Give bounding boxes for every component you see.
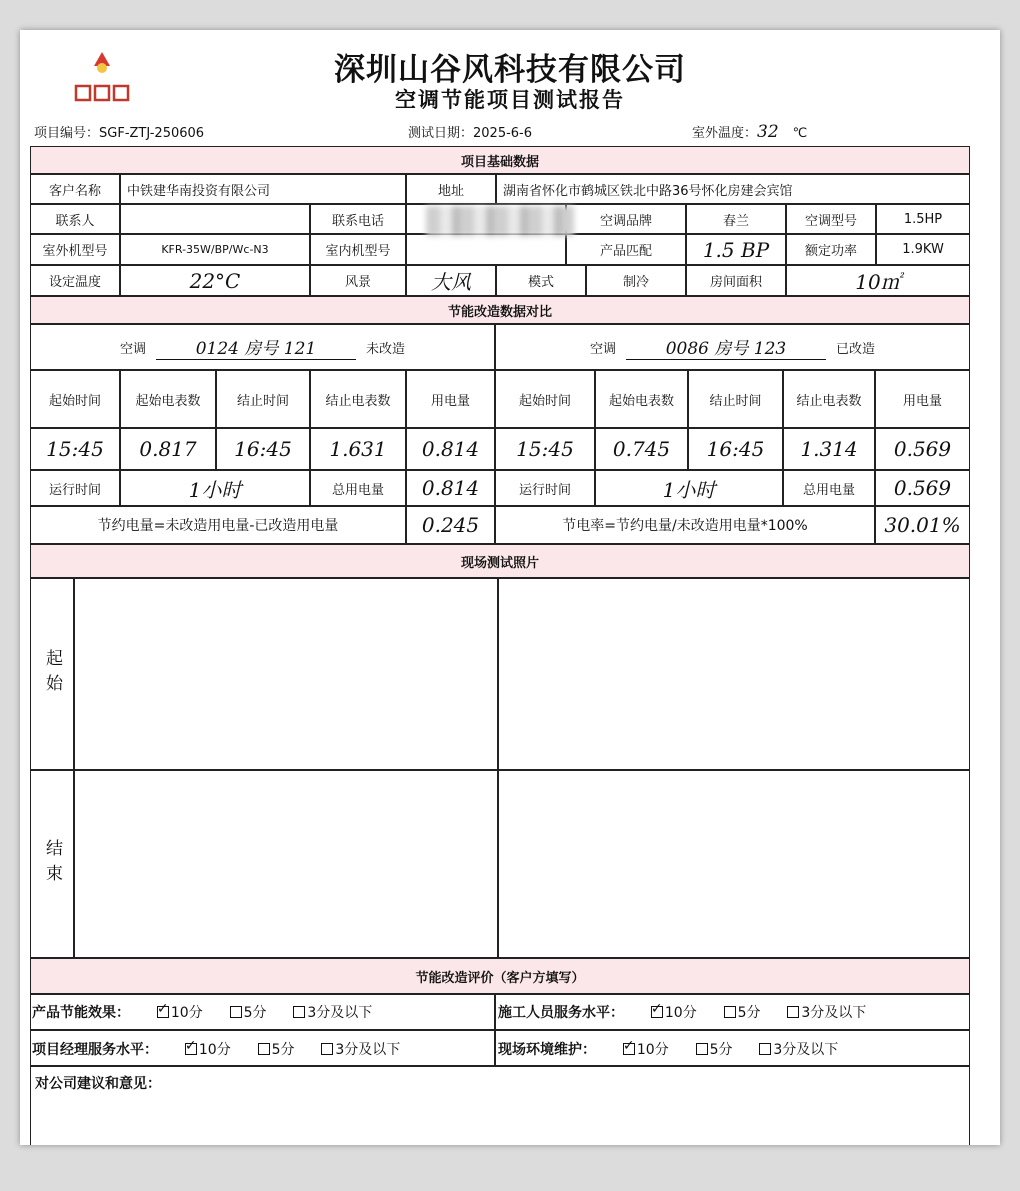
eval-pm-10[interactable]: ✓ 10分 <box>185 1042 231 1058</box>
eval-site-3[interactable]: 3分及以下 <box>759 1042 838 1058</box>
left-total-label: 总用电量 <box>310 470 406 506</box>
left-usage: 0.814 <box>406 428 495 470</box>
eval-staff-3[interactable]: 3分及以下 <box>787 1005 866 1021</box>
compare-header: 节能改造数据对比 <box>30 296 970 324</box>
eval-pm-5[interactable]: 5分 <box>258 1042 295 1058</box>
ac-model-value: 1.5HP <box>876 204 970 234</box>
room-area-label: 房间面积 <box>686 265 786 296</box>
report-page <box>20 30 1000 1145</box>
phone-label: 联系电话 <box>310 204 406 234</box>
left-runtime: 1小时 <box>120 470 310 506</box>
checkbox-checked-icon <box>623 1043 635 1055</box>
mode-value: 制冷 <box>586 265 686 296</box>
basic-data-header: 项目基础数据 <box>30 146 970 174</box>
saving-formula: 节约电量=未改造用电量-已改造用电量 <box>30 506 406 544</box>
start-photo-right <box>498 578 970 770</box>
contact-value <box>120 204 310 234</box>
checkbox-icon <box>293 1006 305 1018</box>
suggestion-box: 对公司建议和意见： <box>30 1066 970 1145</box>
left-end-time: 16:45 <box>216 428 310 470</box>
left-total: 0.814 <box>406 470 495 506</box>
redacted-phone-number <box>426 206 574 236</box>
checkbox-checked-icon <box>651 1006 663 1018</box>
set-temp-value: 22°C <box>120 265 310 296</box>
eval-site-maintenance: 现场环境维护： ✓ 10分 5分 3分及以下 <box>498 1039 838 1059</box>
right-usage: 0.569 <box>875 428 970 470</box>
checkbox-icon <box>696 1043 708 1055</box>
brand-label: 空调品牌 <box>566 204 686 234</box>
room-area-value: 10㎡ <box>786 265 970 296</box>
left-col-start-meter: 起始电表数 <box>120 370 216 428</box>
checkbox-icon <box>759 1043 771 1055</box>
left-runtime-label: 运行时间 <box>30 470 120 506</box>
eval-site-5[interactable]: 5分 <box>696 1042 733 1058</box>
eval-pm-3[interactable]: 3分及以下 <box>321 1042 400 1058</box>
right-unit-header: 空调 0086 房号 123 已改造 <box>495 324 970 370</box>
outdoor-temperature: 室外温度：32 ℃ <box>692 122 808 142</box>
right-total-label: 总用电量 <box>783 470 875 506</box>
right-col-end-meter: 结止电表数 <box>783 370 875 428</box>
match-value: 1.5 BP <box>686 234 786 265</box>
mode-label: 模式 <box>496 265 586 296</box>
photos-header: 现场测试照片 <box>30 544 970 578</box>
right-runtime-label: 运行时间 <box>495 470 595 506</box>
right-col-usage: 用电量 <box>875 370 970 428</box>
eval-pm-service: 项目经理服务水平： ✓ 10分 5分 3分及以下 <box>32 1039 400 1059</box>
left-start-time: 15:45 <box>30 428 120 470</box>
checkbox-icon <box>724 1006 736 1018</box>
eval-staff-service: 施工人员服务水平： ✓ 10分 5分 3分及以下 <box>498 1002 866 1022</box>
address-label: 地址 <box>406 174 496 204</box>
outdoor-model-value: KFR-35W/BP/Wc-N3 <box>120 234 310 265</box>
checkbox-icon <box>321 1043 333 1055</box>
left-col-start-time: 起始时间 <box>30 370 120 428</box>
left-end-meter: 1.631 <box>310 428 406 470</box>
wind-value: 大风 <box>406 265 496 296</box>
left-start-meter: 0.817 <box>120 428 216 470</box>
address-value: 湖南省怀化市鹤城区铁北中路36号怀化房建会宾馆 <box>496 174 970 204</box>
right-end-meter: 1.314 <box>783 428 875 470</box>
right-start-meter: 0.745 <box>595 428 688 470</box>
project-number: 项目编号：SGF-ZTJ-250606 <box>34 126 205 141</box>
outdoor-model-label: 室外机型号 <box>30 234 120 265</box>
end-photo-left <box>74 770 498 958</box>
company-name: 深圳山谷风科技有限公司 <box>334 52 686 88</box>
brand-value: 春兰 <box>686 204 786 234</box>
match-label: 产品匹配 <box>566 234 686 265</box>
right-start-time: 15:45 <box>495 428 595 470</box>
customer-label: 客户名称 <box>30 174 120 204</box>
rate-formula: 节电率=节约电量/未改造用电量*100% <box>495 506 875 544</box>
left-col-end-time: 结止时间 <box>216 370 310 428</box>
rate-value: 30.01% <box>875 506 970 544</box>
right-col-start-meter: 起始电表数 <box>595 370 688 428</box>
evaluation-header: 节能改造评价（客户方填写） <box>30 958 970 994</box>
left-col-usage: 用电量 <box>406 370 495 428</box>
saving-value: 0.245 <box>406 506 495 544</box>
start-photo-label: 起始 <box>30 578 74 770</box>
indoor-model-label: 室内机型号 <box>310 234 406 265</box>
eval-product-10[interactable]: ✓ 10分 <box>157 1005 203 1021</box>
right-total: 0.569 <box>875 470 970 506</box>
customer-value: 中铁建华南投资有限公司 <box>120 174 406 204</box>
set-temp-label: 设定温度 <box>30 265 120 296</box>
right-col-end-time: 结止时间 <box>688 370 783 428</box>
left-unit-header: 空调 0124 房号 121 未改造 <box>30 324 495 370</box>
right-runtime: 1小时 <box>595 470 783 506</box>
checkbox-checked-icon <box>157 1006 169 1018</box>
checkbox-checked-icon <box>185 1043 197 1055</box>
checkbox-icon <box>230 1006 242 1018</box>
start-photo-left <box>74 578 498 770</box>
rated-power-value: 1.9KW <box>876 234 970 265</box>
contact-label: 联系人 <box>30 204 120 234</box>
checkbox-icon <box>787 1006 799 1018</box>
eval-product-effect: 产品节能效果： ✓ 10分 5分 3分及以下 <box>32 1002 372 1022</box>
test-date: 测试日期：2025-6-6 <box>408 126 533 141</box>
eval-site-10[interactable]: ✓ 10分 <box>623 1042 669 1058</box>
wind-label: 风景 <box>310 265 406 296</box>
eval-staff-10[interactable]: ✓ 10分 <box>651 1005 697 1021</box>
checkbox-icon <box>258 1043 270 1055</box>
right-end-time: 16:45 <box>688 428 783 470</box>
end-photo-label: 结束 <box>30 770 74 958</box>
rated-power-label: 额定功率 <box>786 234 876 265</box>
indoor-model-value <box>406 234 566 265</box>
eval-product-3[interactable]: 3分及以下 <box>293 1005 372 1021</box>
eval-product-5[interactable]: 5分 <box>230 1005 267 1021</box>
eval-staff-5[interactable]: 5分 <box>724 1005 761 1021</box>
report-title: 空调节能项目测试报告 <box>395 88 625 112</box>
right-col-start-time: 起始时间 <box>495 370 595 428</box>
ac-model-label: 空调型号 <box>786 204 876 234</box>
left-col-end-meter: 结止电表数 <box>310 370 406 428</box>
end-photo-right <box>498 770 970 958</box>
